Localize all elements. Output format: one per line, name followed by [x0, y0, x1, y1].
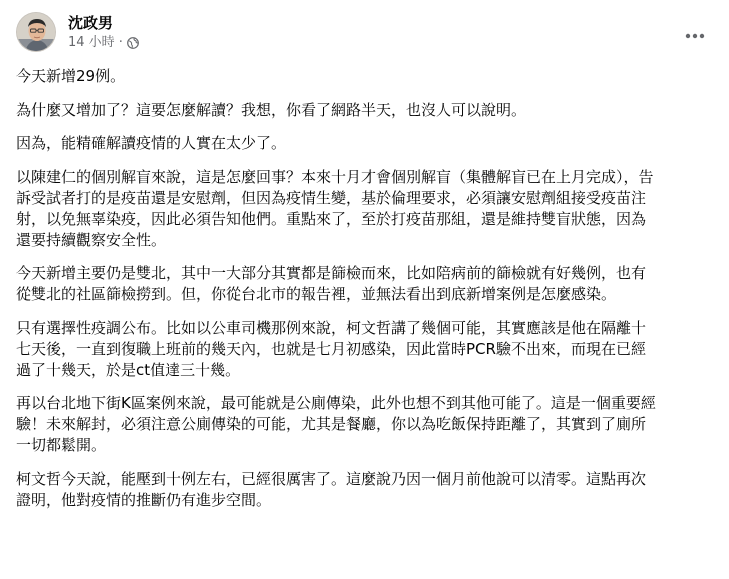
avatar-photo: [17, 13, 56, 52]
post-paragraph: 只有選擇性疫調公布。比如以公車司機那例來說，柯文哲講了幾個可能，其實應該是他在隔離十七天後，一直到復職上班前的幾天內，也就是七月初感染，因此當時PCR驗不出來，而現在已經過了十幾天，於是ct值達三十幾。: [16, 318, 647, 379]
post-meta: [68, 35, 139, 51]
author-block: [68, 13, 139, 51]
meta-separator: ·: [118, 35, 123, 50]
post-header: [16, 12, 713, 60]
post-paragraph: 再以台北地下街K區案例來說，最可能就是公廁傳染，此外也想不到其他可能了。這是一個重要經驗！未來解封，必須注意公廁傳染的可能，尤其是餐廳，你以為吃飯保持距離了，其實到了廁所一切都鬆開。: [16, 394, 656, 454]
more-options-button[interactable]: [677, 18, 713, 54]
post-paragraph: 今天新增29例。: [16, 67, 126, 85]
more-horizontal-icon: [685, 33, 705, 39]
avatar[interactable]: [16, 12, 56, 52]
post-paragraph: 因為，能精確解讀疫情的人實在太少了。: [16, 134, 287, 152]
post-timestamp[interactable]: 14 小時: [68, 35, 115, 50]
post-paragraph: 以陳建仁的個別解盲來說，這是怎麼回事？本來十月才會個別解盲（集體解盲已在上月完成），告訴受試者打的是疫苗還是安慰劑，但因為疫情生變，基於倫理要求，必須讓安慰劑組接受疫苗注射，以免無辜染疫，因此必須告知他們。重點來了，至於打疫苗那組，還是維持雙盲狀態，因為還要持續觀察安全性。: [16, 167, 654, 249]
post-paragraph: 為什麼又增加了？這要怎麼解讀？我想，你看了網路半天，也沒人可以說明。: [16, 100, 527, 119]
author-name[interactable]: 沈政男: [68, 14, 114, 32]
post-paragraph: 柯文哲今天說，能壓到十例左右，已經很厲害了。這麼說乃因一個月前他說可以清零。這點再次證明，他對疫情的推斷仍有進步空間。: [16, 469, 647, 509]
post-body: [16, 66, 659, 523]
post-paragraph: 今天新增主要仍是雙北，其中一大部分其實都是篩檢而來，比如陪病前的篩檢就有好幾例，也有從雙北的社區篩檢撈到。但，你從台北市的報告裡，並無法看出到底新增案例是怎麼感染。: [16, 264, 647, 303]
globe-icon[interactable]: [127, 37, 139, 49]
